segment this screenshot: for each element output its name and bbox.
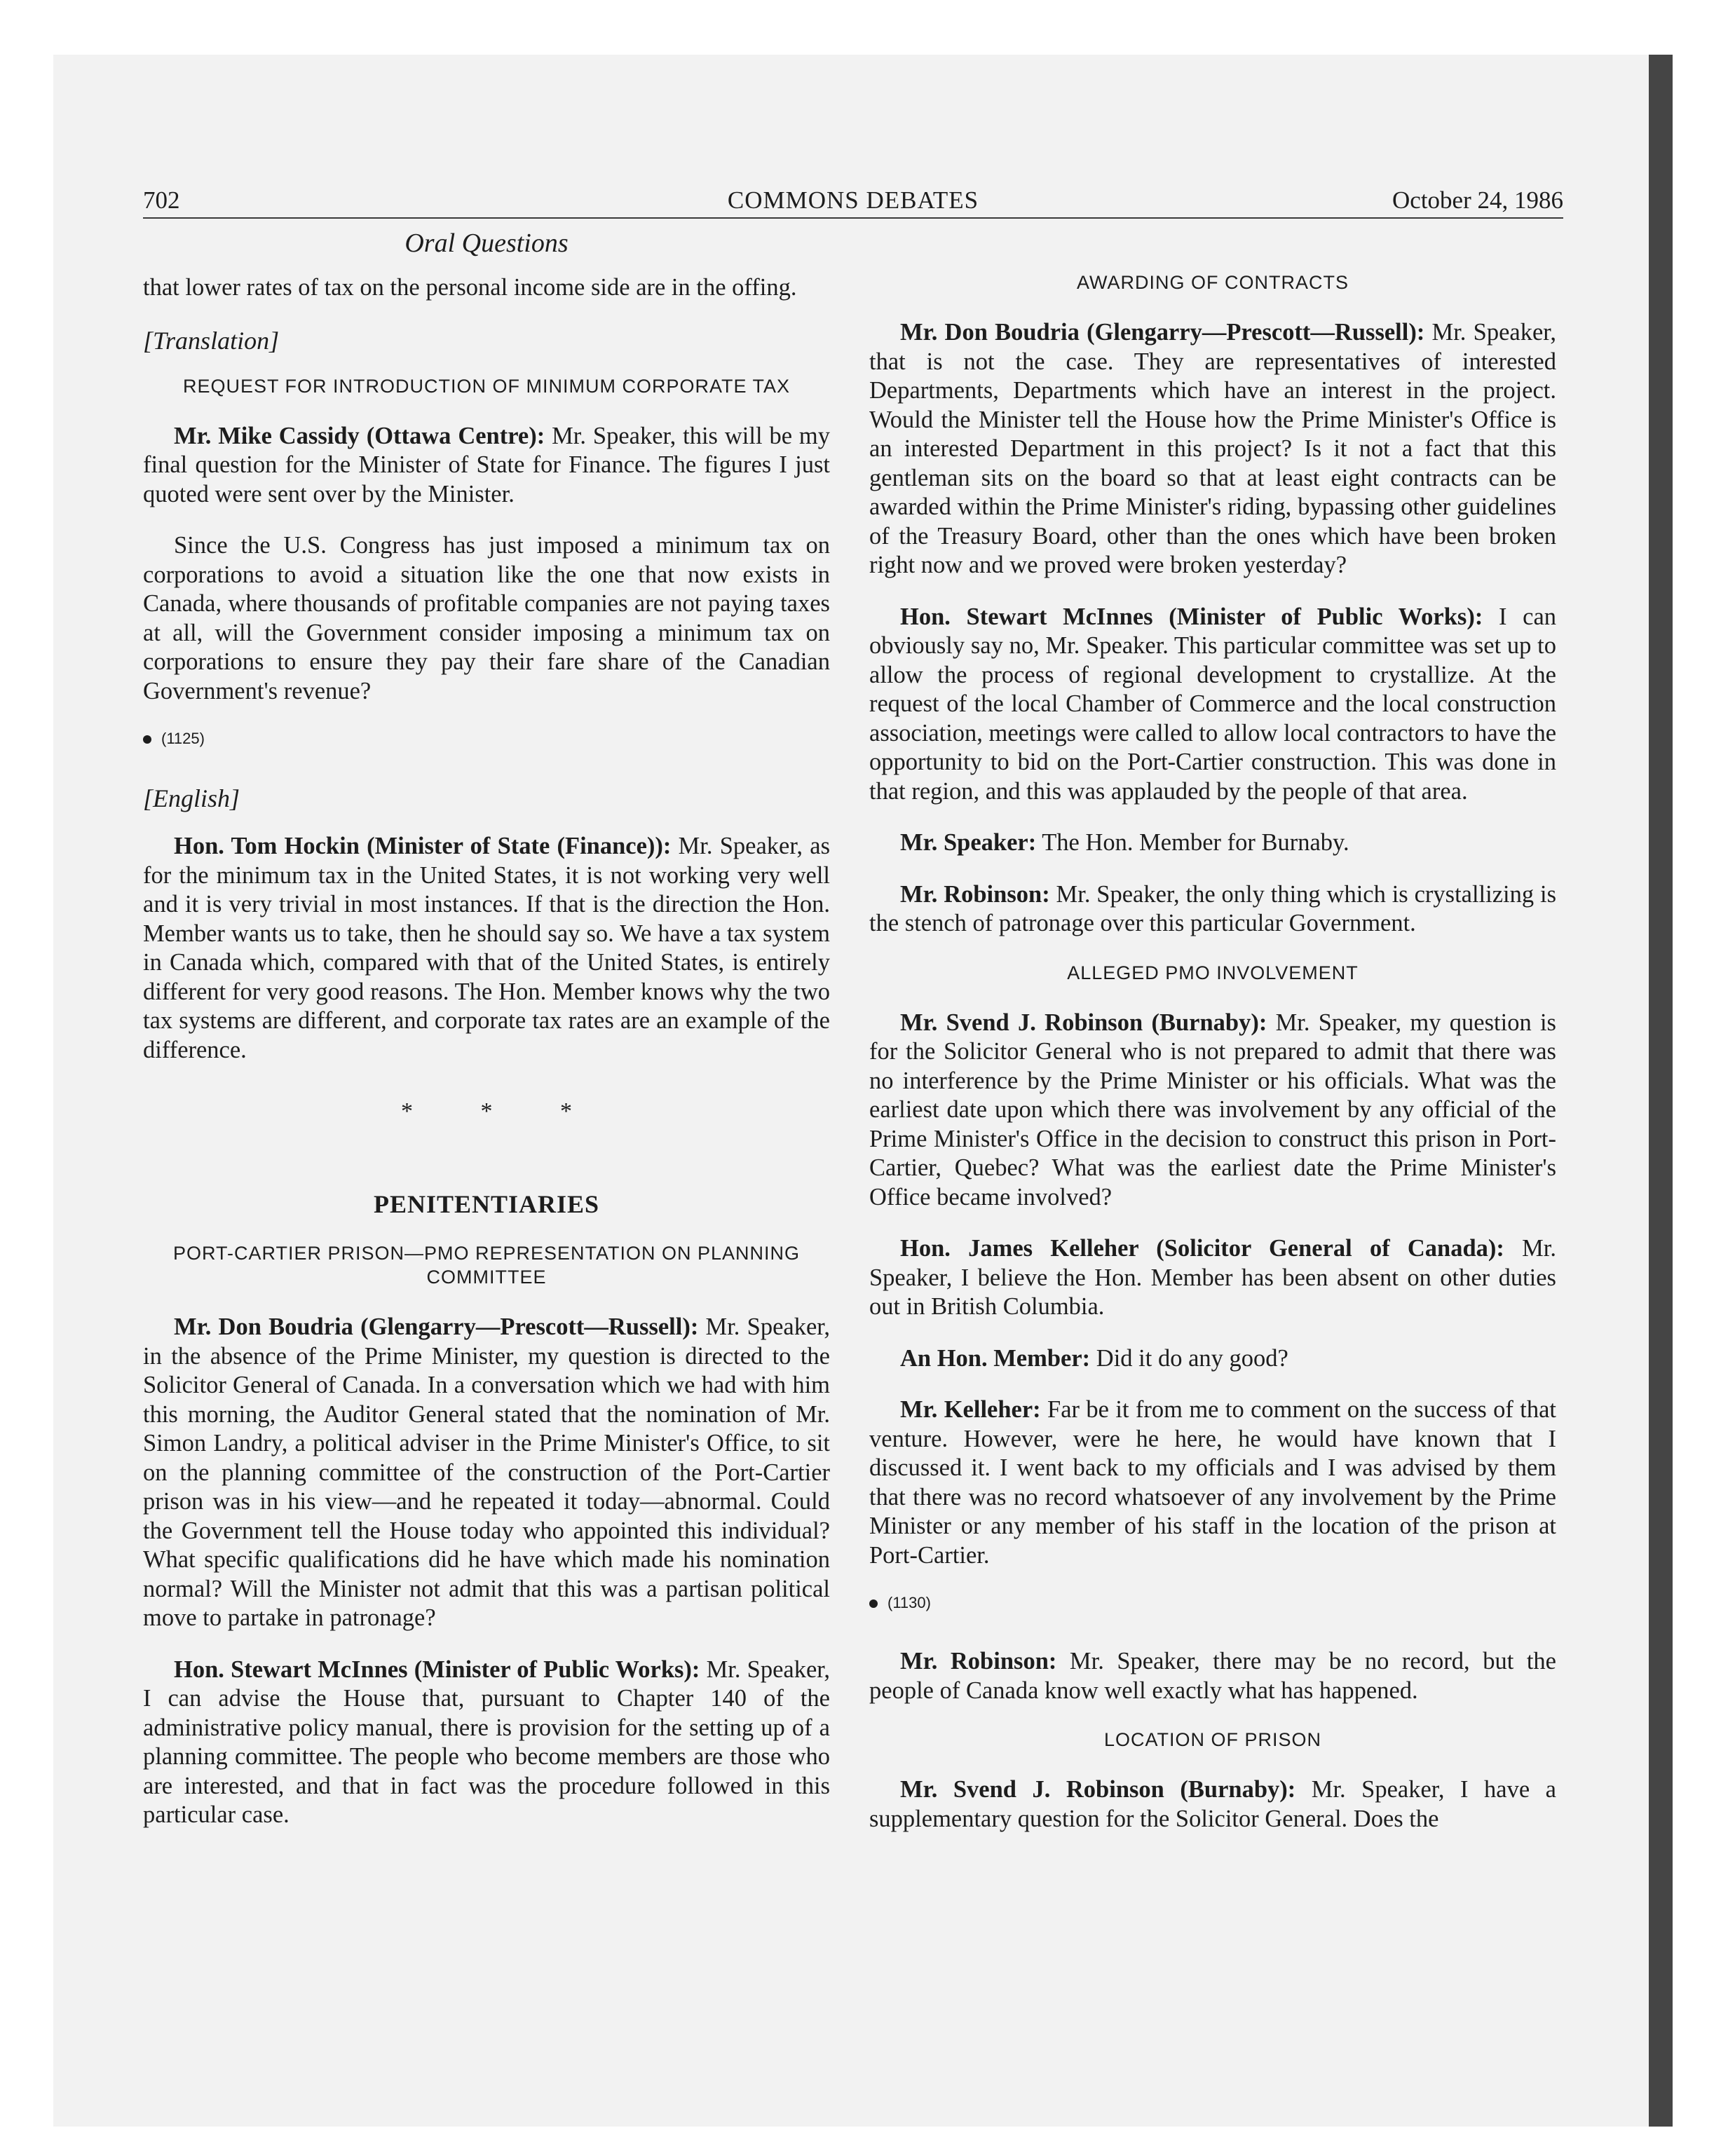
language-marker: [English] (143, 784, 240, 812)
page-header (143, 175, 1563, 219)
right-column (869, 221, 1556, 1856)
speaker-name: Hon. Tom Hockin (Minister of State (Finance)): (174, 833, 672, 859)
subheading: LOCATION OF PRISON (1103, 1729, 1322, 1750)
speech-text: Mr. Speaker, in the absence of the Prime Minister, my question is directed to the Solicitor General of Canada. In a conversation which we had with him this morning, the Auditor General stated that the nomination of Mr. Simon Landry, a political adviser in the Prime Minister's Office, to sit on the planning committee of the construction of the Port-Cartier prison was in his view—and he repeated it today—abnormal. Could the Government tell the House today who appointed this individual? What specific qualifications did he have which made his nomination normal? Will the Minister not admit that this was a partisan political move to partake in patronage? (143, 1314, 831, 1631)
paragraph (869, 1647, 1556, 1705)
time-code: (1130) (887, 1594, 931, 1611)
speech-text: Mr. Speaker, there may be no record, but the people of Canada know well exactly what has happened. (869, 1648, 1556, 1704)
speech-text: Mr. Speaker, I have a supplementary question for the Solicitor General. Does the (869, 1776, 1556, 1832)
speaker-name: An Hon. Member: (900, 1344, 1091, 1372)
time-marker (869, 1592, 1556, 1613)
subheading: AWARDING OF CONTRACTS (1077, 272, 1349, 293)
speaker-name: Mr. Don Boudria (Glengarry—Prescott—Russell): (174, 1314, 699, 1340)
speaker-name: Mr. Robinson: (900, 880, 1050, 908)
paragraph (869, 1344, 1556, 1374)
paragraph (869, 1009, 1556, 1213)
paragraph (869, 1396, 1556, 1570)
speech-text: Mr. Speaker, that is not the case. They are representatives of interested Departments, Departments which have an interest in the project. Would the Minister tell the House how the Prime Minister's Office is an interested Department in this project? Is it not a fact that this gentleman sits on the board so that at least eight contracts can be awarded within the Prime Minister's riding, bypassing other guidelines of the Treasury Board, other than the ones which have been broken right now and we proved were broken yesterday? (869, 319, 1557, 578)
speaker-name: Mr. Don Boudria (Glengarry—Prescott—Russell): (900, 319, 1425, 346)
bullet-icon (143, 735, 151, 744)
speech-text: The Hon. Member for Burnaby. (1036, 829, 1349, 856)
speech-text: I can obviously say no, Mr. Speaker. This particular committee was set up to allow the process of regional development to crystallize. At the request of the local Chamber of Commerce and the local construction association, meetings were called to allow local contractors to have the opportunity to bid on the Port-Cartier construction. This was done in that region, and this was applauded by the people of that area. (869, 603, 1557, 805)
paragraph (869, 828, 1556, 858)
paragraph (143, 1656, 830, 1830)
subheading: REQUEST FOR INTRODUCTION OF MINIMUM CORPORATE TAX (182, 375, 790, 397)
speech-text: Mr. Speaker, my question is for the Solicitor General who is not prepared to admit that there was no interference by the Prime Minister or his officials. What was the earliest date upon which there was involvement by any official of the Prime Minister's Office in the decision to construct this prison in Port-Cartier, Quebec? What was the earliest date the Prime Minister's Office became involved? (869, 1009, 1556, 1210)
paragraph (143, 422, 830, 510)
speech-text: Mr. Speaker, I believe the Hon. Member has been absent on other duties out in British Columbia. (869, 1235, 1556, 1320)
paragraph: Since the U.S. Congress has just imposed a minimum tax on corporations to avoid a situation like the one that now exists in Canada, where thousands of profitable companies are not paying taxes at all, will the Government consider imposing a minimum tax on corporations to ensure they pay their fare share of the Canadian Government's revenue? (143, 532, 830, 704)
speaker-name: Mr. Robinson: (900, 1648, 1057, 1674)
paragraph (869, 318, 1556, 580)
paragraph: that lower rates of tax on the personal income side are in the offing. (143, 274, 797, 301)
left-column (143, 221, 830, 1853)
speech-text: Mr. Speaker, as for the minimum tax in the United States, it is not working very well and it is very trivial in most instances. If that is the direction the Hon. Member wants us to take, then he should say so. We have a tax system in Canada which, compared with that of the United States, is entirely different for very good reasons. The Hon. Member knows why the two tax systems are different, and corporate tax rates are an example of the difference. (143, 833, 831, 1063)
paragraph (869, 1775, 1556, 1834)
paragraph (869, 880, 1556, 939)
paragraph (869, 603, 1556, 807)
paragraph (143, 832, 830, 1065)
language-marker: [Translation] (143, 326, 280, 355)
speech-text: Far be it from me to comment on the success of that venture. However, were he here, he would have known that I discussed it. I went back to my officials and I was advised by them that there was no record whatsoever of any involvement by the Prime Minister or any member of his staff in the location of the prison at Port-Cartier. (869, 1396, 1556, 1569)
time-marker (143, 728, 830, 749)
running-head: Oral Questions (404, 228, 569, 258)
subheading: PORT-CARTIER PRISON—PMO REPRESENTATION ON PLANNING COMMITTEE (172, 1243, 801, 1288)
binding-edge (1649, 55, 1673, 2127)
issue-date: October 24, 1986 (1392, 186, 1563, 214)
section-heading: PENITENTIARIES (373, 1190, 600, 1218)
speaker-name: Mr. Svend J. Robinson (Burnaby): (900, 1776, 1296, 1803)
speaker-name: Hon. Stewart McInnes (Minister of Public Works): (900, 603, 1483, 630)
speech-text: Mr. Speaker, the only thing which is crystallizing is the stench of patronage over this particular Government. (869, 880, 1557, 936)
speaker-name: Mr. Speaker: (900, 829, 1037, 856)
page-number: 702 (143, 186, 180, 214)
speech-text: Mr. Speaker, this will be my final question for the Minister of State for Finance. The figures I just quoted were sent over by the Minister. (143, 422, 830, 507)
subheading: ALLEGED PMO INVOLVEMENT (1067, 962, 1359, 983)
speaker-name: Hon. Stewart McInnes (Minister of Public Works): (174, 1656, 700, 1683)
paragraph (869, 1234, 1556, 1322)
speech-text: Did it do any good? (1090, 1344, 1288, 1372)
speech-text: Mr. Speaker, I can advise the House that, pursuant to Chapter 140 of the administrative policy manual, there is provision for the setting up of a planning committee. The people who become members are those who are interested, and that in fact was the procedure followed in this particular case. (143, 1656, 831, 1828)
bullet-icon (869, 1599, 878, 1608)
speaker-name: Hon. James Kelleher (Solicitor General of Canada): (900, 1235, 1504, 1262)
section-divider: * * * (401, 1098, 603, 1124)
speaker-name: Mr. Svend J. Robinson (Burnaby): (900, 1009, 1267, 1036)
paragraph (143, 1313, 830, 1633)
publication-title: COMMONS DEBATES (727, 186, 979, 214)
speaker-name: Mr. Kelleher: (900, 1396, 1041, 1423)
speaker-name: Mr. Mike Cassidy (Ottawa Centre): (174, 422, 545, 449)
time-code: (1125) (161, 730, 205, 747)
